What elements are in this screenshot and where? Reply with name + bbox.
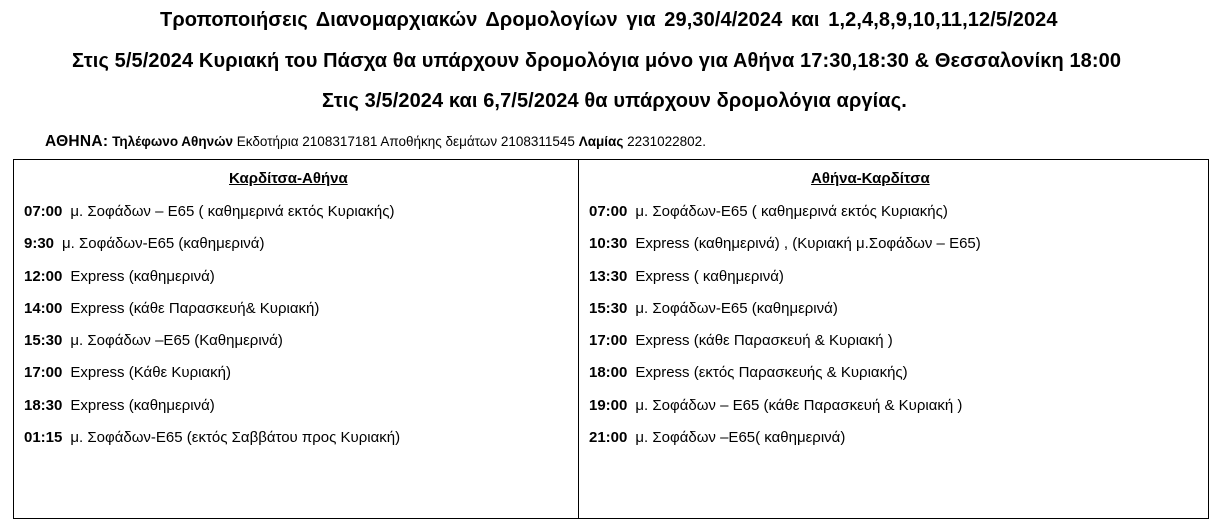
schedule-row <box>589 364 981 396</box>
departure-time: 14:00 <box>24 299 63 317</box>
lamia-phone-label: Λαμίας <box>578 134 624 149</box>
departure-time: 15:30 <box>589 299 628 317</box>
schedule-row <box>589 332 981 364</box>
column-title: Καρδίτσα-Αθήνα <box>229 170 348 187</box>
departure-time: 18:00 <box>589 364 628 382</box>
departure-time: 17:00 <box>24 364 63 382</box>
schedule-rows <box>589 203 981 461</box>
route-description: μ. Σοφάδων – Ε65 (κάθε Παρασκευή & Κυριακή ) <box>635 396 963 414</box>
schedule-row <box>24 397 400 429</box>
departure-time: 07:00 <box>24 203 63 220</box>
departure-time: 18:30 <box>24 396 63 414</box>
route-description: Express (κάθε Παρασκευή& Κυριακή) <box>70 299 320 317</box>
column-title: Αθήνα-Καρδίτσα <box>811 170 930 187</box>
schedule-row <box>24 235 400 267</box>
route-description: Express (Κάθε Κυριακή) <box>70 364 231 382</box>
departure-time: 9:30 <box>24 235 55 253</box>
schedule-row <box>589 300 981 332</box>
departure-time: 01:15 <box>24 429 63 447</box>
route-description: Express ( καθημερινά) <box>635 267 784 285</box>
route-description: μ. Σοφάδων-Ε65 ( καθημερινά εκτός Κυριακής) <box>635 203 948 220</box>
route-description: μ. Σοφάδων-Ε65 (εκτός Σαββάτου προς Κυριακή) <box>70 429 401 447</box>
schedule-column-karditsa-athens <box>14 160 579 518</box>
schedule-row <box>24 203 400 235</box>
schedule-rows <box>24 203 400 461</box>
route-description: μ. Σοφάδων –Ε65( καθημερινά) <box>635 429 846 447</box>
departure-time: 15:30 <box>24 332 63 350</box>
schedule-row <box>24 268 400 300</box>
schedule-row <box>589 203 981 235</box>
notice-line-3: Στις 3/5/2024 και 6,7/5/2024 θα υπάρχουν δρομολόγια αργίας. <box>322 90 907 112</box>
schedule-row <box>24 300 400 332</box>
route-description: Express (καθημερινά) <box>70 267 215 285</box>
athens-phone-label: Τηλέφωνο Αθηνών <box>112 134 234 149</box>
departure-time: 21:00 <box>589 429 628 447</box>
departure-time: 07:00 <box>589 203 628 220</box>
notice-line-1: Τροποποιήσεις Διανομαρχιακών Δρομολογίων για 29,30/4/2024 και 1,2,4,8,9,10,11,12/5/2024 <box>160 9 1058 31</box>
schedule-row <box>589 268 981 300</box>
route-description: μ. Σοφάδων –Ε65 (Καθημερινά) <box>70 332 283 350</box>
phone-info <box>45 133 706 151</box>
departure-time: 12:00 <box>24 267 63 285</box>
departure-time: 17:00 <box>589 332 628 350</box>
departure-time: 13:30 <box>589 267 628 285</box>
departure-time: 10:30 <box>589 235 628 253</box>
schedule-row <box>589 235 981 267</box>
route-description: Express (καθημερινά) , (Κυριακή μ.Σοφάδων – Ε65) <box>635 235 981 253</box>
schedule-row <box>24 429 400 461</box>
route-description: μ. Σοφάδων – Ε65 ( καθημερινά εκτός Κυριακής) <box>70 203 395 220</box>
route-description: μ. Σοφάδων-Ε65 (καθημερινά) <box>635 299 838 317</box>
schedule-row <box>589 429 981 461</box>
schedule-row <box>24 364 400 396</box>
route-description: μ. Σοφάδων-Ε65 (καθημερινά) <box>62 235 265 253</box>
route-description: Express (καθημερινά) <box>70 396 215 414</box>
athens-phone-numbers: Εκδοτήρια 2108317181 Αποθήκης δεμάτων 2108311545 <box>236 134 575 149</box>
lamia-phone-number: 2231022802. <box>627 134 706 149</box>
schedule-column-athens-karditsa <box>579 160 1208 518</box>
city-label: ΑΘΗΝΑ: <box>45 133 109 150</box>
schedule-table <box>13 159 1209 519</box>
notice-line-2: Στις 5/5/2024 Κυριακή του Πάσχα θα υπάρχουν δρομολόγια μόνο για Αθήνα 17:30,18:30 & Θεσσαλονίκη 18:00 <box>72 50 1122 72</box>
schedule-row <box>589 397 981 429</box>
route-description: Express (εκτός Παρασκευής & Κυριακής) <box>635 364 908 382</box>
departure-time: 19:00 <box>589 396 628 414</box>
route-description: Express (κάθε Παρασκευή & Κυριακή ) <box>635 332 893 350</box>
schedule-row <box>24 332 400 364</box>
